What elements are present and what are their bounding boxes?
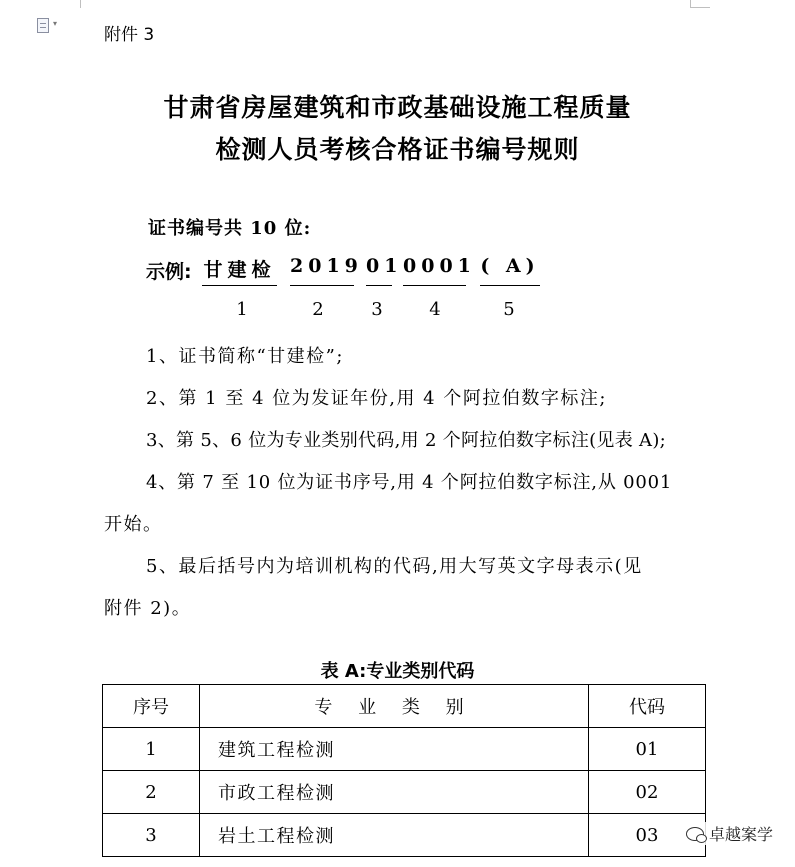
wechat-icon — [686, 827, 704, 841]
rule-4: 4、第 7 至 10 位为证书序号,用 4 个阿拉伯数字标注,从 0001 — [146, 472, 673, 493]
example-label: 示例: — [146, 261, 192, 283]
attachment-label: 附件 3 — [104, 25, 155, 45]
segment-number: 3 — [371, 299, 383, 320]
header-category: 专 业 类 别 — [200, 685, 589, 728]
rule-4-continued: 开始。 — [104, 514, 163, 535]
document-title-line-2: 检测人员考核合格证书编号规则 — [215, 135, 580, 164]
example-segment-category: 01 — [366, 255, 392, 286]
rule-2: 2、第 1 至 4 位为发证年份,用 4 个阿拉伯数字标注; — [146, 388, 607, 409]
crop-mark — [690, 7, 710, 8]
header-index: 序号 — [103, 685, 200, 728]
chevron-down-icon[interactable]: ▾ — [53, 19, 58, 28]
rule-5-continued: 附件 2)。 — [104, 598, 192, 619]
table-caption: 表 A:专业类别代码 — [320, 661, 475, 682]
watermark-text: 卓越案学 — [708, 825, 773, 844]
row-code: 01 — [589, 728, 706, 771]
table-row — [103, 771, 706, 814]
example-segment-serial: 0001 — [403, 255, 466, 286]
example-segment-institution: ( A) — [480, 255, 540, 286]
document-title-line-1: 甘肃省房屋建筑和市政基础设施工程质量 — [163, 93, 632, 122]
rule-5: 5、最后括号内为培训机构的代码,用大写英文字母表示(见 — [146, 556, 643, 577]
row-code: 02 — [589, 771, 706, 814]
row-index: 1 — [103, 728, 200, 771]
row-code: 03 — [589, 814, 706, 857]
segment-number: 5 — [503, 299, 515, 320]
document-icon[interactable] — [37, 18, 49, 33]
example-segment-year: 2019 — [290, 255, 354, 286]
row-category: 建筑工程检测 — [200, 728, 589, 771]
category-code-table — [102, 684, 706, 857]
rule-3: 3、第 5、6 位为专业类别代码,用 2 个阿拉伯数字标注(见表 A); — [146, 430, 667, 451]
number-length-intro: 证书编号共 10 位: — [148, 218, 312, 239]
row-index: 3 — [103, 814, 200, 857]
rule-1: 1、证书简称“甘建检”; — [146, 346, 344, 367]
example-segment-abbr: 甘建检 — [202, 255, 277, 286]
crop-mark — [80, 0, 81, 8]
segment-number: 1 — [236, 299, 248, 320]
row-category: 市政工程检测 — [200, 771, 589, 814]
segment-number: 2 — [312, 299, 324, 320]
row-category: 岩土工程检测 — [200, 814, 589, 857]
header-code: 代码 — [589, 685, 706, 728]
segment-number: 4 — [429, 299, 441, 320]
watermark — [684, 822, 775, 845]
table-row — [103, 814, 706, 857]
table-row — [103, 728, 706, 771]
row-index: 2 — [103, 771, 200, 814]
table-header-row — [103, 685, 706, 728]
